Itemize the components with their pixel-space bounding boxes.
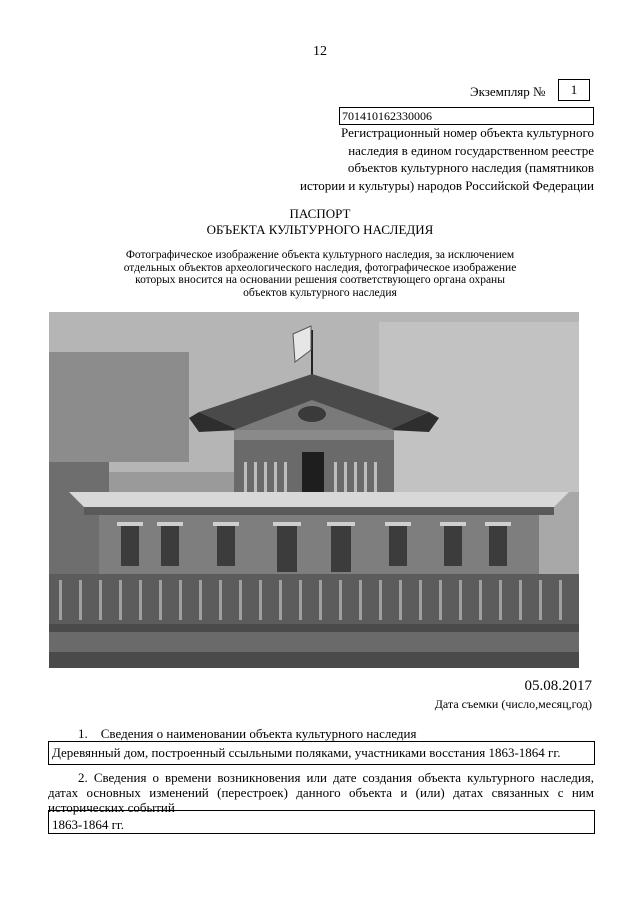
section-1-title: [78, 726, 416, 742]
registration-caption-line: объектов культурного наследия (памятников: [347, 160, 594, 175]
photo-date: 05.08.2017: [524, 678, 592, 694]
registration-caption-line: Регистрационный номер объекта культурного: [341, 125, 594, 140]
page-number: 12: [313, 44, 327, 59]
registration-number-box: 701410162330006: [339, 107, 594, 125]
section-2-number: 2.: [78, 770, 88, 785]
section-2-value: 1863-1864 гг.: [52, 817, 125, 832]
photo-caption-line: отдельных объектов археологического наследия, фотографическое изображение: [123, 261, 517, 274]
photo-date-caption: Дата съемки (число,месяц,год): [434, 697, 592, 711]
registration-caption: [274, 124, 594, 194]
copy-number-box: 1: [558, 79, 590, 101]
section-1-heading: Сведения о наименовании объекта культурного наследия: [100, 726, 417, 741]
section-2-title: [48, 770, 594, 815]
copy-label: Экземпляр №: [470, 84, 546, 99]
photo-caption: [100, 249, 540, 299]
passport-title: ПАСПОРТ: [289, 206, 351, 221]
building-photo: [49, 312, 579, 668]
photo-caption-line: Фотографическое изображение объекта культурного наследия, за исключением: [125, 249, 515, 261]
main-roof: [69, 492, 569, 507]
photo-caption-line: которых вносится на основании решения соответствующего органа охраны: [135, 274, 505, 286]
section-1-number: 1.: [78, 726, 88, 741]
section-2-box: [48, 810, 595, 834]
registration-caption-line: наследия в едином государственном реестре: [348, 142, 594, 158]
section-2-heading: Сведения о времени возникновения или дате создания объекта культурного наследия, датах основных изменений (перестроек) данного объекта и (или) датах связанных с ним исторических событий: [48, 770, 594, 815]
section-1-value: Деревянный дом, построенный ссыльными поляками, участниками восстания 1863-1864 гг.: [52, 745, 561, 760]
registration-caption-line: истории и культуры) народов Российской Федерации: [300, 177, 594, 193]
passport-subtitle: ОБЪЕКТА КУЛЬТУРНОГО НАСЛЕДИЯ: [206, 222, 434, 237]
photo-caption-line: объектов культурного наследия: [243, 286, 397, 299]
